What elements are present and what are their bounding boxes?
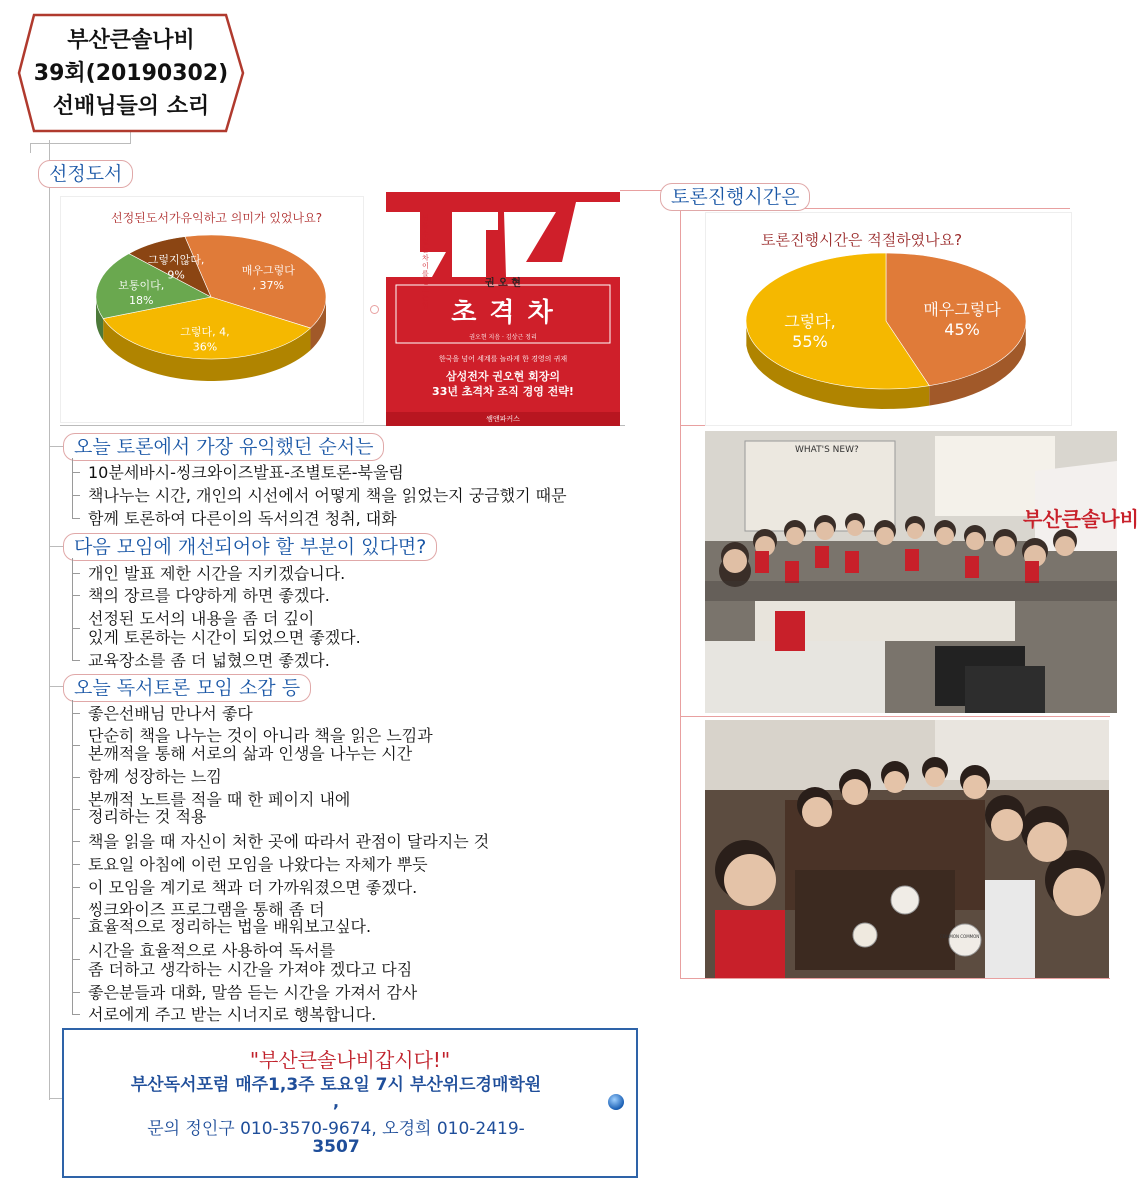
book-subtitle: 넘볼 수 없는 차이를 만드는 힘 (422, 214, 429, 310)
improve-connector (49, 546, 63, 547)
chart1-title: 선정된도서가유익하고 의미가 있었나요? (111, 211, 323, 225)
book-headline1: 삼성전자 권오현 회장의 (446, 370, 560, 383)
list-item: 책의 장르를 다양하게 하면 좋겠다. (88, 586, 330, 605)
pie-label-매우그렇다: 매우그렇다 , 37% (241, 264, 295, 293)
book-cover (386, 192, 620, 426)
chart2-title: 토론진행시간은 적절하였나요? (761, 231, 963, 249)
list-item: 이 모임을 계기로 책과 더 가까워졌으면 좋겠다. (88, 878, 418, 897)
list-item: 함께 성장하는 느낌 (88, 767, 222, 786)
photo-cup-label: COMMON COMMON (940, 934, 980, 939)
branch-improve[interactable]: 다음 모임에 개선되어야 할 부분이 있다면? (63, 533, 437, 561)
photo2-hline (680, 716, 1110, 717)
useful-connector (49, 446, 63, 447)
list-item: 좋은선배님 만나서 좋다 (88, 704, 253, 723)
chart1-pie (61, 197, 363, 422)
footer-box (62, 1028, 638, 1178)
photo-board: WHAT'S NEW? (795, 445, 859, 455)
trunk-line (49, 140, 50, 1100)
header-hexagon (18, 14, 244, 132)
list-item: 서로에게 주고 받는 시너지로 행복합니다. (88, 1005, 377, 1024)
list-item: 선정된 도서의 내용을 좀 더 깊이 있게 토론하는 시간이 되었으면 좋겠다. (88, 609, 361, 647)
chart-connector-dot (370, 305, 379, 314)
pie-label-그렇지않다: 그렇지않다, 9% (147, 253, 205, 282)
footer-line2: , (332, 1092, 340, 1111)
list-item: 책나누는 시간, 개인의 시선에서 어떻게 책을 읽었는지 궁금했기 때문 (88, 486, 567, 505)
pie-label-보통이다: 보통이다, 18% (118, 278, 165, 307)
footer-slogan: "부산큰솔나비갑시다!" (249, 1048, 451, 1072)
globe-icon[interactable] (608, 1094, 624, 1110)
chart2-pie (706, 213, 1071, 425)
chart1-panel (60, 196, 364, 423)
book-tagline: 한국을 넘어 세계를 놀라게 한 경영의 귀재 (438, 355, 568, 363)
header-hline (30, 143, 130, 144)
list-item: 본깨적 노트를 적을 때 한 페이지 내에 정리하는 것 적용 (88, 790, 351, 826)
list-item: 함께 토론하여 다른이의 독서의견 청취, 대화 (88, 509, 397, 528)
feelings-connector (49, 686, 63, 687)
book-author: 권 오 현 (485, 278, 521, 289)
photo-banner: 부산큰솔나비 (1023, 507, 1139, 531)
list-item: 10분세바시-씽크와이즈발표-조별토론-북울림 (88, 463, 404, 482)
header-vline (30, 143, 31, 153)
right-vline (680, 208, 681, 978)
book-headline2: 33년 초격차 조직 경영 전략! (432, 385, 574, 398)
book-credit: 권오현 지음 · 김상근 정리 (469, 334, 537, 341)
list-item: 좋은분들과 대화, 말씀 듣는 시간을 가져서 감사 (88, 983, 418, 1002)
header-line3: 선배님들의 소리 (52, 94, 210, 119)
footer-line4: 3507 (312, 1137, 360, 1157)
pie-label-그렇다: 그렇다, 4, 36% (180, 325, 230, 354)
footer-line1: 부산독서포럼 매주1,3주 토요일 7시 부산위드경매학원 (130, 1075, 542, 1095)
pie-label-그렇다: 그렇다, 55% (784, 311, 836, 351)
pie-label-매우그렇다: 매우그렇다 45% (923, 300, 1001, 340)
footer-connector (49, 1098, 63, 1099)
footer-line3: 문의 정인구 010-3570-9674, 오경희 010-2419- (147, 1119, 525, 1139)
branch-feelings[interactable]: 오늘 독서토론 모임 소감 등 (63, 674, 311, 702)
branch-book[interactable]: 선정도서 (38, 160, 133, 188)
chart2-panel (705, 212, 1072, 426)
list-item: 토요일 아침에 이런 모임을 나왔다는 자체가 뿌듯 (88, 855, 428, 874)
bottom-hline (680, 978, 1110, 979)
list-item: 시간을 효율적으로 사용하여 독서를 좀 더하고 생각하는 시간을 가져야 겠다고 다짐 (88, 941, 413, 979)
header-line1: 부산큰솔나비 (67, 28, 195, 53)
list-item: 개인 발표 제한 시간을 지키겠습니다. (88, 564, 346, 583)
book-title: 초 격 차 (451, 298, 555, 328)
list-item: 교육장소를 좀 더 넓혔으면 좋겠다. (88, 651, 330, 670)
branch-useful[interactable]: 오늘 토론에서 가장 유익했던 순서는 (63, 433, 384, 461)
photo-classroom (705, 431, 1139, 713)
list-item: 씽크와이즈 프로그램을 통해 좀 더 효율적으로 정리하는 법을 배워보고싶다. (88, 900, 372, 936)
branch-time[interactable]: 토론진행시간은 (660, 183, 810, 211)
photo-cafe (705, 720, 1109, 978)
list-item: 단순히 책을 나누는 것이 아니라 책을 읽은 느낌과 본깨적을 통해 서로의 삶과 인생을 나누는 시간 (88, 726, 433, 763)
header-line2: 39회(20190302) (33, 61, 229, 86)
list-item: 책을 읽을 때 자신이 처한 곳에 따라서 관점이 달라지는 것 (88, 832, 490, 851)
book-publisher: 쌤앤파커스 (486, 415, 520, 423)
